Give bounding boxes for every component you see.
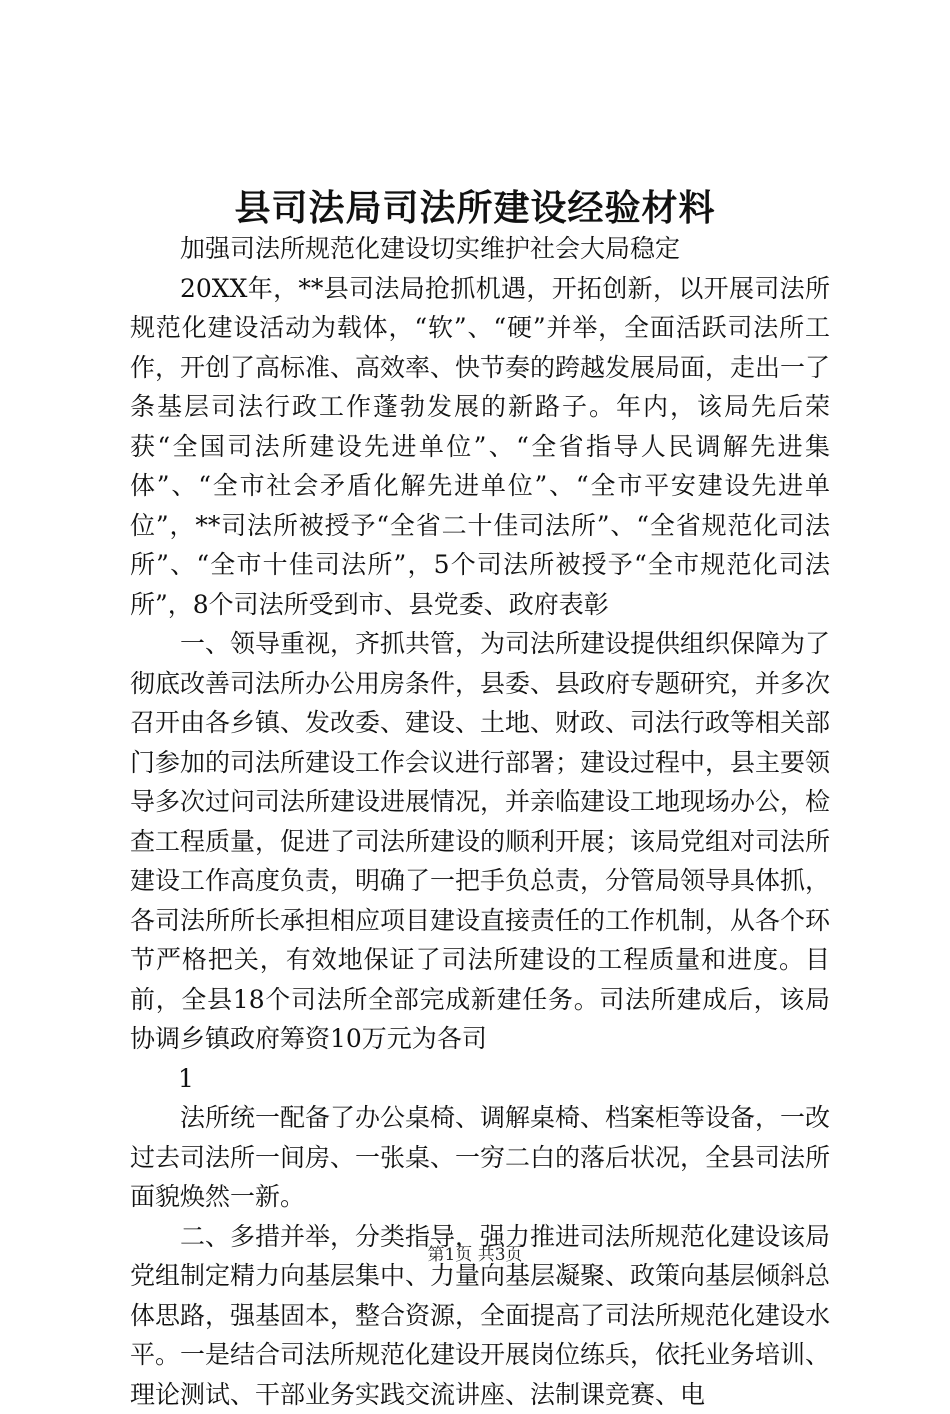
page-break-number: 1 bbox=[130, 1059, 830, 1099]
body-paragraph: 一、领导重视，齐抓共管，为司法所建设提供组织保障为了彻底改善司法所办公用房条件，县委、县政府专题研究，并多次召开由各乡镇、发改委、建设、土地、财政、司法行政等相关部门参加的司法所建设工作会议进行部署；建设过程中，县主要领导多次过问司法所建设进展情况，并亲临建设工地现场办公，检查工程质量，促进了司法所建设的顺利开展；该局党组对司法所建设工作高度负责，明确了一把手负总责，分管局领导具体抓，各司法所所长承担相应项目建设直接责任的工作机制，从各个环节严格把关，有效地保证了司法所建设的工程质量和进度。目前，全县18个司法所全部完成新建任务。司法所建成后，该局协调乡镇政府筹资10万元为各司 bbox=[130, 624, 830, 1059]
body-paragraph: 20XX年，**县司法局抢抓机遇，开拓创新，以开展司法所规范化建设活动为载体，“软”、“硬”并举，全面活跃司法所工作，开创了高标准、高效率、快节奏的跨越发展局面，走出一了条基层司法行政工作蓬勃发展的新路子。年内，该局先后荣获“全国司法所建设先进单位”、“全省指导人民调解先进集体”、“全市社会矛盾化解先进单位”、“全市平安建设先进单位”，**司法所被授予“全省二十佳司法所”、“全省规范化司法所”、“全市十佳司法所”，5个司法所被授予“全市规范化司法所”，8个司法所受到市、县党委、政府表彰 bbox=[130, 269, 830, 625]
page-footer: 第1页 共3页 bbox=[0, 1243, 950, 1267]
document-body bbox=[130, 229, 830, 1414]
subtitle-paragraph: 加强司法所规范化建设切实维护社会大局稳定 bbox=[130, 229, 830, 269]
document-title: 县司法局司法所建设经验材料 bbox=[0, 183, 950, 233]
body-paragraph: 二、多措并举，分类指导，强力推进司法所规范化建设该局党组制定精力向基层集中、力量向基层凝聚、政策向基层倾斜总体思路，强基固本，整合资源，全面提高了司法所规范化建设水平。一是结合司法所规范化建设开展岗位练兵，依托业务培训、理论测试、干部业务实践交流讲座、法制课竞赛、电 bbox=[130, 1217, 830, 1414]
body-paragraph: 法所统一配备了办公桌椅、调解桌椅、档案柜等设备，一改过去司法所一间房、一张桌、一穷二白的落后状况，全县司法所面貌焕然一新。 bbox=[130, 1098, 830, 1217]
